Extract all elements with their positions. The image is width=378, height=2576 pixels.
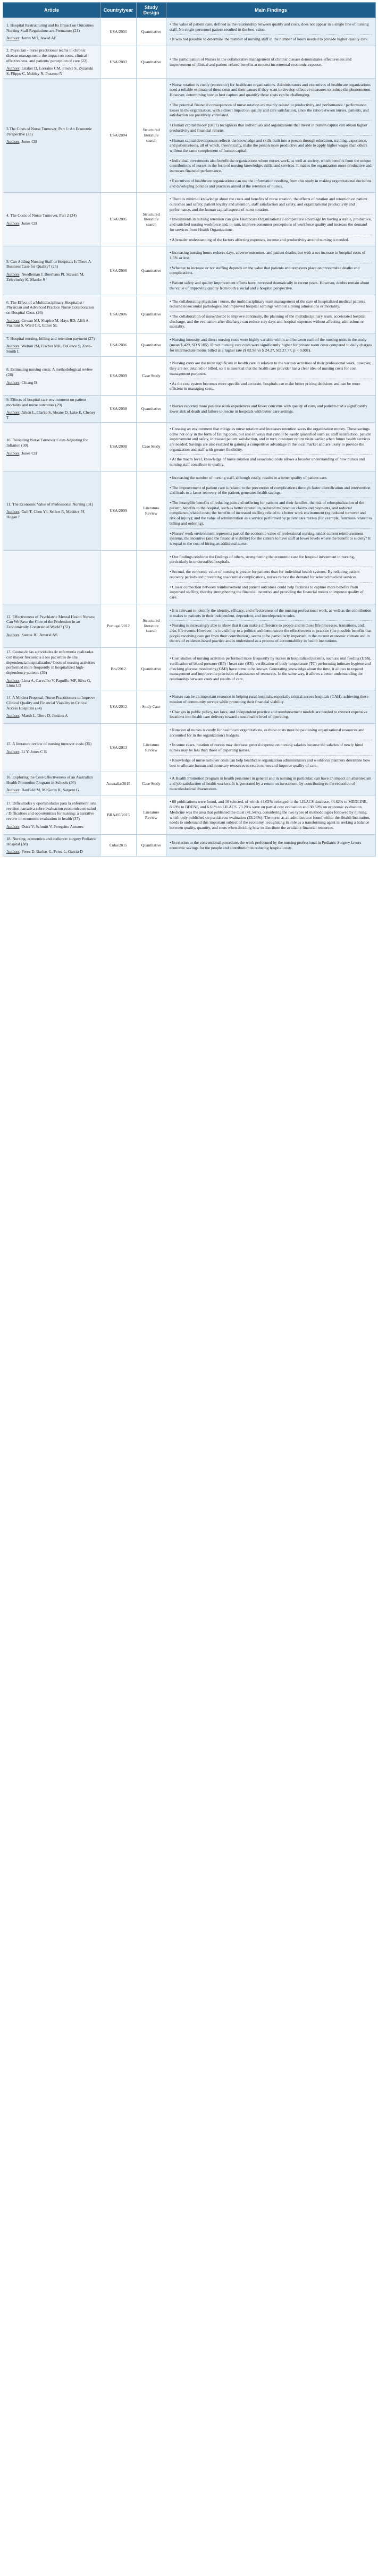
finding-item: • Nursing is increasingly able to show that it can make a difference to people and in those life processes, transitions, and, also, life events. However, its invisibility to a politics and demonstrate the effectiveness to practice (the possible benefits that people receiving care get from their contribution), seems to be particularly important in the current economic climate and in the era of evidence-based practice and is understood as a process of accountability in health institutions.	[170, 623, 372, 644]
main-findings-cell	[166, 395, 376, 422]
finding-item: • A broader understanding of the factors affecting expenses, income and productivity around nursing is needed.	[170, 237, 372, 243]
article-cell	[3, 395, 100, 422]
article-authors: Authors: Jones CB	[6, 220, 37, 226]
country-year-cell: USA/2006	[100, 295, 137, 333]
study-design-cell: Literature Review	[137, 471, 166, 550]
article-title: 2. Physician - nurse practitioner teams in chronic disease management: the impact on costs, clinical effectiveness, and patients' perception of care (22)	[6, 48, 88, 63]
authors-label: Authors	[6, 271, 20, 277]
country-year-cell: USA/2005	[100, 193, 137, 246]
article-cell	[3, 690, 100, 724]
finding-item: • Nurse rotation is costly (economic) for healthcare organizations. Administrators and executives of healthcare organizations need a reliable estimate of these costs and their causes if they want to develop effective measures to reduce the phenomenon. However, determining how to best capture and quantify these costs can be challenging.	[170, 82, 372, 100]
authors-label: Authors	[6, 380, 20, 385]
main-findings-cell	[166, 550, 376, 604]
article-cell	[3, 357, 100, 396]
study-design-cell: Quantitative	[137, 46, 166, 79]
finding-item: • Creating an environment that mitigates nurse rotation and increases retention saves the organization money. These savings come not only in the form of falling costs, but also in ways that cannot be easily quantified such as: staff satisfaction, patient improvement and safety, increased patient satisfaction, and in turn, customer return visits earlier when future health services are needed. Savings are also realized in gaining a competitive advantage in the local market and are likely to provide the organization and staff with greater flexibility.	[170, 426, 372, 455]
article-title: 1. Hospital Restructuring and Its Impact on Outcomes Nursing Staff Regulations are Premature (21)	[6, 23, 94, 33]
authors-label: Authors	[6, 849, 20, 854]
study-design-cell: Quantitative	[137, 18, 166, 46]
country-year-cell: USA/2008	[100, 422, 137, 471]
authors-label: Authors	[6, 749, 20, 754]
table-row	[3, 18, 376, 46]
finding-item: • The collaboration of nurse/doctor to improve continuity, the planning of the multidisciplinary team, accelerated hospital discharge, and the evaluation after discharge can reduce stay days and hospital expenses without affecting admissions or mortality.	[170, 314, 372, 329]
finding-item: • Nurses' work environment represents part of the economic value of professional nursing, under current reimbursement systems, the incentive (and the financial viability) for the centers to have staff at lower levels where the benefit to society? It is equal to the cost of hiring an additional nurse.	[170, 531, 372, 546]
studies-table	[3, 2, 376, 857]
study-design-cell: Case Study	[137, 422, 166, 471]
article-title: 5. Can Adding Nursing Staff to Hospitals Is There A Business Case for Quality? (25)	[6, 259, 91, 269]
table-body	[3, 18, 376, 857]
table-row	[3, 648, 376, 690]
authors-names: Jarrin MD, Jewed AF	[21, 36, 56, 41]
table-row	[3, 78, 376, 193]
authors-names: Jones CB	[21, 139, 37, 144]
authors-names: Welton JM, Fischer MH, DeGrace S, Zone-Smith L	[6, 344, 92, 354]
country-year-cell: USA/2001	[100, 18, 137, 46]
finding-item: • It was not possible to determine the number of nursing staff in the number of hours needed to provide higher quality care.	[170, 37, 372, 42]
article-cell	[3, 18, 100, 46]
article-authors: Authors: Ostra V, Schmitt V, Peregrino Antunes	[6, 824, 83, 829]
authors-label: Authors	[6, 220, 20, 226]
authors-label: Authors	[6, 66, 20, 71]
header-main-findings: Main Findings	[166, 3, 376, 18]
article-authors: Authors: Marsh L, Diers D, Jenkins A	[6, 713, 68, 718]
article-authors: Authors: Aiken L, Clarke S, Sloane D, Lake E, Cheney T	[6, 410, 96, 421]
study-design-cell: Structured literature search	[137, 604, 166, 647]
finding-item: • The participation of Nurses in the collaborative management of chronic disease demonstrates effectiveness and improvement of clinical and patient-related benefits at modest incremental economic expense.	[170, 57, 372, 67]
finding-item: • Human capital development reflects the knowledge and skills built into a person through education, training, experience, and patients/tools, all of which, theoretically, make the person more productive and able to apply higher wages than others without the same complement of human capital.	[170, 138, 372, 156]
study-design-cell: Literature Review	[137, 724, 166, 772]
finding-item: • Knowledge of nurse turnover costs can help healthcare organization administrators and workforce planners determine how best to allocate human and monetary resources to retain nurses and improve quality of care.	[170, 758, 372, 768]
article-cell	[3, 834, 100, 856]
country-year-cell: Portugal/2012	[100, 604, 137, 647]
table-row	[3, 422, 376, 471]
study-design-cell: Quantitative	[137, 395, 166, 422]
article-authors: Authors: Jones CB	[6, 450, 37, 456]
finding-item: • Our findings reinforce the findings of others, strengthening the economic case for hospital investment in nursing, particularly in understaffed hospitals.	[170, 554, 372, 567]
finding-item: • Nurses reported more positive work experiences and fewer concerns with quality of care, and patients had a significantly lower risk of death and failure to rescue in hospitals with better care settings.	[170, 404, 372, 414]
finding-item: • The intangible benefits of reducing pain and suffering for patients and their families, the risk of rehospitalization of the patient, benefits to the hospital, such as better reputation, reduced malpractice claims and payments, and reduced compliance-related costs; the benefits of increased staffing related to a better work environment (eg reduced turnover and risk of injury); and the value of adminstration as a service performed by patient care nurses (for example, functions related to billing and ordering).	[170, 500, 372, 529]
finding-item: • Increasing nursing hours reduces days, adverse outcomes, and patient deaths, but with a net increase in hospital costs of 1.5% or less.	[170, 250, 372, 263]
article-authors: Authors: Litaker D, Lorraine CM, Flocke S, Zyzanski S, Flippo C, Mobley N, Pozzuto N	[6, 66, 94, 76]
study-design-cell: Quantitative	[137, 295, 166, 333]
main-findings-cell	[166, 795, 376, 834]
country-year-cell: Bra/2012	[100, 648, 137, 690]
authors-label: Authors	[6, 450, 20, 456]
table-row	[3, 471, 376, 550]
finding-item: • Changes in public policy, tax laws, and independent practice and reimbursement models are needed to convert expensive locations into health care delivery toward a sustainable level of operating.	[170, 709, 372, 720]
main-findings-cell	[166, 246, 376, 295]
finding-item: • In some cases, rotation of nurses may decrease general expense on nursing salaries because the salaries of newly hired nurses may be less than those of departing nurses.	[170, 742, 372, 755]
article-title: 6. The Effect of a Multidisciplinary Hospitalist / Physician and Advanced Practice Nurse Collaboration on Hospital Costs (26)	[6, 299, 94, 315]
study-design-cell: Literature Review	[137, 795, 166, 834]
article-title: 15. A literature review of nursing turnover costs (35)	[6, 741, 92, 746]
country-year-cell: USA/2009	[100, 357, 137, 396]
table-row	[3, 604, 376, 647]
main-findings-cell	[166, 604, 376, 647]
study-design-cell: Study Case	[137, 690, 166, 724]
finding-item: • Investments in nursing retention can give Healthcare Organizations a competitive advantage by having a stable, productive, and satisfied nursing workforce and, in turn, improve consumer perceptions of workforce quality and increase the demand for services from Health Organizations.	[170, 217, 372, 235]
finding-item: • There is minimal knowledge about the costs and benefits of nurse rotation, the effects of rotation and retention on patient outcomes and safety, patient loyalty and attention, staff satisfaction and safety, and organizational productivity and performance, and the human capital aspects of nurse rotation.	[170, 196, 372, 215]
authors-names: Marsh L, Diers D, Jenkins A	[21, 713, 68, 718]
table-row	[3, 333, 376, 357]
article-title: 7. Hospital nursing, billing and retention payment (27)	[6, 336, 95, 341]
header-article: Article	[3, 3, 100, 18]
article-cell	[3, 78, 100, 193]
table-row	[3, 295, 376, 333]
country-year-cell: Australia/2015	[100, 772, 137, 795]
authors-label: Authors	[6, 824, 20, 829]
authors-names: Li Y, Jones C B	[21, 749, 47, 754]
finding-item: • Nursing intensity and direct nursing costs were highly variable within and between each of the nursing units in the study (mean $ 429, SD $ 105). Direct nursing care costs were significantly higher for private room costs compared to daily charges for intermediate rooms billed at a higher rate ($ 82.98 vs $ 24.27, SD 27.77, p < 0.001).	[170, 337, 372, 353]
finding-item: • In relation to the conventional procedure, the work performed by the nursing professional in Pediatric Surgery favors economic savings for the people and contribution in reducing hospital costs.	[170, 840, 372, 850]
main-findings-cell	[166, 357, 376, 396]
authors-label: Authors	[6, 344, 20, 349]
main-findings-cell	[166, 471, 376, 550]
article-authors: Authors: Jones CB	[6, 139, 37, 144]
finding-item: • Increasing the number of nursing staff, although costly, results in a better quality of patient care.	[170, 475, 372, 483]
table-row	[3, 246, 376, 295]
finding-item: • As the cost system becomes more specific and accurate, hospitals can make better pricing decisions and can be more efficient in managing costs.	[170, 381, 372, 391]
main-findings-cell	[166, 193, 376, 246]
finding-item: • Second, the economic value of nursing is greater for patients than for individual health systems. By reducing patient recovery periods and preventing nosocomial complications, nurses reduce the demand for selected medical services.	[170, 569, 372, 582]
authors-names: Dall T, Chen YJ, Seifert R, Maddox PJ, Hogan P	[6, 509, 86, 520]
article-cell	[3, 604, 100, 647]
country-year-cell: USA/2009	[100, 471, 137, 550]
authors-names: Litaker D, Lorraine CM, Flocke S, Zyzanski S, Flippo C, Mobley N, Pozzuto N	[6, 66, 94, 76]
article-title: 10. Revisiting Nurse Turnover Costs Adjusting for Inflation (30)	[6, 438, 88, 448]
article-cell	[3, 795, 100, 834]
article-authors: Authors: Banfield M, McGorm K, Sargent G	[6, 788, 79, 793]
article-authors: Authors: Perez D, Barbas G, Perez L, Garcia D	[6, 849, 83, 854]
table-row	[3, 690, 376, 724]
main-findings-cell	[166, 78, 376, 193]
article-title: 12. Effectiveness of Psychiatric Mental Health Nurses: Can We Save the Core of the Profession in an Economically Constrained World? (32)	[6, 614, 95, 629]
article-cell	[3, 422, 100, 471]
finding-item: • Nurses can be an important resource in helping rural hospitals, especially critical access hospitals (CAH), achieving these mission of community service while protecting their financial viability.	[170, 694, 372, 707]
finding-item: • Closer connection between reimbursement and patient outcomes could help facilities to capture more benefits from improved staffing, thereby strengthening the financial incentive and providing the financial means to improve quality of care.	[170, 585, 372, 600]
main-findings-cell	[166, 295, 376, 333]
authors-names: Chiang B	[21, 380, 37, 385]
article-title: 11. The Economic Value of Professional Nursing (31)	[6, 501, 94, 507]
authors-label: Authors	[6, 678, 20, 683]
article-cell	[3, 295, 100, 333]
country-year-cell: USA/2008	[100, 395, 137, 422]
finding-item: • Rotation of nurses is costly for healthcare organizations, as these costs must be paid using organizational resources and accounted for in the organization's budgets.	[170, 728, 372, 740]
authors-names: Cowan MJ, Shapiro M, Hays RD, Afifi A, Vazirani S, Ward CR, Ettner SL	[6, 318, 90, 328]
article-authors: Authors: Li Y, Jones C B	[6, 749, 47, 754]
article-cell	[3, 550, 100, 604]
finding-item: • Human capital theory (HCT) recognizes that individuals and organizations that invest in human capital can obtain higher productivity and financial returns.	[170, 123, 372, 135]
study-design-cell: Quantitative	[137, 246, 166, 295]
country-year-cell: USA/2003	[100, 46, 137, 79]
authors-label: Authors	[6, 713, 20, 718]
finding-item: • It is relevant to identify the identity, efficacy, and effectiveness of the nursing professional work, as well as the contribution it makes to patients in their independent, dependent, and interdependent roles.	[170, 608, 372, 621]
main-findings-cell	[166, 690, 376, 724]
authors-names: Lima A, Carvalho V, Paguillo MF, Silva G, Lima LD	[6, 678, 91, 688]
header-country-year: Country/year	[100, 3, 137, 18]
finding-item: • At the macro level, knowledge of nurse rotation and associated costs allows a broader understanding of how nurses and nursing staff contribute to quality.	[170, 457, 372, 467]
authors-names: Perez D, Barbas G, Perez L, Garcia D	[21, 849, 83, 854]
finding-item: • The collaborating physician / nurse, the multidisciplinary team management of the care of hospitalized medical patients reduced nosocomial pathologies and improved hospital earnings without altering admissions or mortality.	[170, 299, 372, 312]
table-row	[3, 834, 376, 856]
country-year-cell: USA/2004	[100, 78, 137, 193]
article-authors: Authors: Needleman J, Buerhaus PI, Stewart M, Zelevinsky K, Mattke S	[6, 271, 85, 282]
country-year-cell: USA/2013	[100, 724, 137, 772]
table-row	[3, 395, 376, 422]
country-year-cell	[100, 550, 137, 604]
article-title: 4. The Costs of Nurse Turnover, Part 2 (24)	[6, 213, 77, 218]
article-cell	[3, 648, 100, 690]
article-cell	[3, 333, 100, 357]
article-title: 3.The Costs of Nurse Turnover, Part 1: An Economic Perspective (23)	[6, 126, 93, 136]
authors-names: Banfield M, McGorm K, Sargent G	[21, 788, 79, 793]
table-header	[3, 3, 376, 18]
article-title: 14. A Modest Proposal: Nurse Practitioners to Improve Clinical Quality and Financial Viability in Critical Access Hospitals (34)	[6, 695, 96, 711]
article-cell	[3, 246, 100, 295]
authors-names: Jones CB	[21, 220, 37, 226]
authors-names: Jones CB	[21, 450, 37, 456]
study-design-cell	[137, 550, 166, 604]
finding-item: • Executives of healthcare organizations can use the information resulting from this study in making organizational decisions and developing policies and practices aimed at the retention of nurses.	[170, 178, 372, 189]
table-row	[3, 46, 376, 79]
country-year-cell: BRA/05/2015	[100, 795, 137, 834]
country-year-cell: Cuba/2015	[100, 834, 137, 856]
header-study-design: Study Design	[137, 3, 166, 18]
main-findings-cell	[166, 772, 376, 795]
article-title: 16. Exploring the Cost-Effectiveness of an Australian Health Promotion Program in Schools (36)	[6, 774, 93, 785]
main-findings-cell	[166, 648, 376, 690]
article-authors: Authors: Welton JM, Fischer MH, DeGrace S, Zone-Smith L	[6, 344, 92, 354]
finding-item: • Individual investments also benefit the organizations where nurses work, as well as society, which benefits from the unique contributions of nurses in the form of nursing knowledge, skills, and services. It makes the organization more productive and increases financial performance.	[170, 158, 372, 176]
study-design-cell: Quantitative	[137, 834, 166, 856]
article-title: 17. Dificultades y oportunidades para la enfermera: una revision narrativa sobre evaluacion economica en salud / Difficulties and opportunities for nursing: a narrative review on economic evaluation in health (37)	[6, 800, 97, 821]
table-row	[3, 795, 376, 834]
finding-item: • The improvement of patient care is related to the prevention of complications through faster identification and intervention and leads to a faster recovery of the patient, generates health savings.	[170, 485, 372, 498]
article-cell	[3, 471, 100, 550]
authors-label: Authors	[6, 318, 20, 323]
finding-item: • The potential financial consequences of nurse rotation are mainly related to productivity and performance / performance losses in the organization, with a direct impact on quality and care satisfaction, since the ratio between nurses, patients, and satisfaction are positively correlated.	[170, 102, 372, 121]
finding-item: • The value of patient care, defined as the relationship between quality and costs, does not appear in a single line of nursing staff. No single personnel pattern resulted in the best value.	[170, 22, 372, 35]
study-design-cell: Case Study	[137, 357, 166, 396]
article-authors: Authors: Jarrin MD, Jewed AF	[6, 36, 56, 41]
authors-label: Authors	[6, 410, 20, 415]
finding-item: • Cost studies of nursing activities performed more frequently by nurses in hospitalized patients, such as: oral feeding (US$), verification of blood pressure (BP) / heart rate (HR), verification of body temperature (TC) performing intimate hygiene and checking glucose monitoring (GMI) have come to be known. Generating knowledge about the time, it allows to expand management and improve the provision of assistance of resources. In the same way, it allows a better understanding the relationship between costs and results of care.	[170, 656, 372, 682]
main-findings-cell	[166, 18, 376, 46]
country-year-cell: USA/2012	[100, 690, 137, 724]
main-findings-cell	[166, 422, 376, 471]
authors-label: Authors	[6, 632, 20, 637]
authors-label: Authors	[6, 509, 20, 515]
table-row	[3, 193, 376, 246]
finding-item: • Whether to increase or not staffing depends on the value that patients and taxpayers place on preventable deaths and complications.	[170, 266, 372, 278]
main-findings-cell	[166, 333, 376, 357]
authors-label: Authors	[6, 788, 20, 793]
authors-names: Santos JC, Amaral AS	[21, 632, 57, 637]
article-title: 9. Effects of hospital care environment on patient mortality and nurse outcomes (29)	[6, 397, 86, 407]
authors-names: Aiken L, Clarke S, Sloane D, Lake E, Cheney T	[6, 410, 96, 421]
main-findings-cell	[166, 724, 376, 772]
study-design-cell: Case Study	[137, 772, 166, 795]
authors-names: Needleman J, Buerhaus PI, Stewart M, Zelevinsky K, Mattke S	[6, 271, 85, 282]
article-authors: Authors: Lima A, Carvalho V, Paguillo MF, Silva G, Lima LD	[6, 678, 91, 688]
main-findings-cell	[166, 46, 376, 79]
finding-item: • 88 publications were found, and 10 selected, of which 44.62% belonged to the LILACS database, 44.62% to MEDLINE, 8.69% to BDENF, and 6.61% to LILACS. 73.20% were on partial cost evaluation and 30.50% on economic evaluation. Medicine was the area that published the most (41.54%), considering the two types of methodologies followed by nursing, which only published on partial cost evaluation (23.26%). The nurse as an administrator found within the Health Institution, needs to understand this important subject of the economy, recognizing its role as a transforming agent in seeking a balance between quality, quantity, and costs when deciding how to distribute the available financial resources.	[170, 799, 372, 830]
table-row	[3, 357, 376, 396]
country-year-cell: USA/2006	[100, 333, 137, 357]
article-cell	[3, 193, 100, 246]
literature-table-page	[3, 2, 375, 857]
study-design-cell: Quantitative	[137, 648, 166, 690]
finding-item: • Patient safety and quality improvement efforts have increased dramatically in recent years. However, doubts remain about the value of improving quality from both a social and a hospital perspective.	[170, 280, 372, 290]
study-design-cell: Structured literature search	[137, 193, 166, 246]
table-row	[3, 550, 376, 604]
country-year-cell: USA/2006	[100, 246, 137, 295]
table-row	[3, 724, 376, 772]
authors-label: Authors	[6, 139, 20, 144]
article-cell	[3, 46, 100, 79]
study-design-cell: Structured literature search	[137, 78, 166, 193]
finding-item: • Nursing costs are the most significant in health care in relation to the various activities of their professional work, however, they are not detailed or billed, so it is essential that the health care provider has a clear idea of nursing costs for cost management purposes.	[170, 361, 372, 379]
article-title: 13. Costos de las actividades de enfermeria realizadas con mayor frecuencia a los pacientes de alta dependencia hospitalizados/ Costs of nursing activities performed more frequently in hospitalized high-dependency patients (33)	[6, 649, 95, 675]
study-design-cell: Quantitative	[137, 333, 166, 357]
article-title: 18. Nursing, economics and audience: surgery Pediatric Hospital (38)	[6, 836, 97, 846]
table-row	[3, 772, 376, 795]
article-cell	[3, 772, 100, 795]
article-authors: Authors: Dall T, Chen YJ, Seifert R, Maddox PJ, Hogan P	[6, 509, 86, 520]
article-authors: Authors: Cowan MJ, Shapiro M, Hays RD, Afifi A, Vazirani S, Ward CR, Ettner SL	[6, 318, 90, 328]
authors-label: Authors	[6, 36, 20, 41]
main-findings-cell	[166, 834, 376, 856]
authors-names: Ostra V, Schmitt V, Peregrino Antunes	[21, 824, 83, 829]
article-cell	[3, 724, 100, 772]
finding-item: • A Health Promotion program in health personnel in general and in nursing in particular, can have an impact on absenteeism and job satisfaction of health workers. It is generated by a return on investment, by contributing to the reduction of musculoskeletal absenteeism.	[170, 776, 372, 791]
article-title: 8. Estimating nursing costs: A methodological review (28)	[6, 367, 93, 377]
article-authors: Authors: Chiang B	[6, 380, 37, 385]
article-authors: Authors: Santos JC, Amaral AS	[6, 632, 57, 637]
